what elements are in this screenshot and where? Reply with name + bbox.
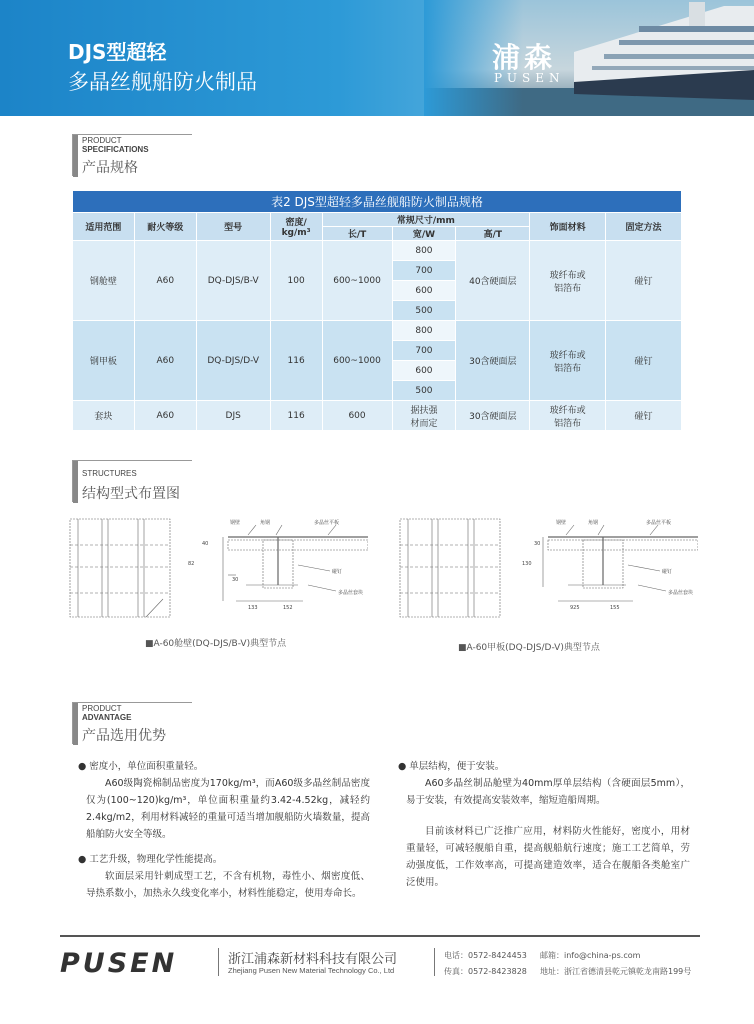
advantage-3-body: A60多晶丝制品舱壁为40mm厚单层结构（含硬面层5mm），易于安装，有效提高安装效率，缩短造船周期。	[406, 778, 690, 806]
advantage-right-column	[398, 758, 690, 891]
svg-text:133: 133	[248, 605, 258, 611]
advantage-left-column	[78, 758, 370, 902]
svg-text:152: 152	[283, 605, 293, 611]
advantage-1-title: ● 密度小，单位面积重量轻。	[78, 761, 204, 772]
advantage-section-title	[72, 702, 192, 744]
specs-en-line2: SPECIFICATIONS	[82, 145, 149, 154]
footer-fax: 传真：0572-8423828	[444, 967, 527, 976]
header-scope: 适用范围	[73, 213, 135, 241]
brand-logo-en: PUSEN	[494, 71, 565, 85]
advantage-1-body: A60级陶瓷棉制品密度为170kg/m³，而A60级多晶丝制品密度仅为(100~120)kg/m³，单位面积重量约3.42-4.52kg，减轻约2.4kg/m2，利用材料减轻的重量可适当增加舰船防火墙数量，提高船舶防火安全等级。	[86, 778, 370, 840]
specs-section-title	[72, 134, 192, 176]
diagram1-caption: ■A-60舱壁(DQ-DJS/B-V)典型节点	[145, 639, 287, 649]
label-steel-wall: 钢壁	[230, 520, 241, 526]
product-title-line2: 多晶丝舰船防火制品	[68, 70, 257, 94]
svg-text:130: 130	[522, 561, 532, 567]
specs-en-line1: PRODUCT	[82, 136, 122, 145]
footer-phone: 电话：0572-8424453	[444, 951, 527, 960]
diagram2-caption: ■A-60甲板(DQ-DJS/D-V)典型节点	[458, 643, 600, 653]
svg-text:40: 40	[202, 541, 209, 547]
footer-address: 地址：浙江省德清县乾元镇乾龙南路199号	[540, 967, 692, 976]
advantage-2-body: 软面层采用针刺成型工艺，不含有机物，毒性小、烟密度低、导热系数小，加热永久线变化率小，材料性能稳定，使用寿命长。	[86, 871, 370, 899]
advantage-2-title: ● 工艺升级，物理化学性能提高。	[78, 854, 223, 865]
table-row: 钢舱壁 A60 DQ-DJS/B-V 100 600~1000 800 40含硬面层 玻纤布或 铝箔布 碰钉	[73, 241, 682, 261]
header-fire-rating: 耐火等级	[134, 213, 196, 241]
header-width: 宽/W	[392, 227, 456, 241]
label-pin: 碰钉	[662, 569, 673, 575]
structures-section-title	[72, 460, 192, 502]
header-banner	[0, 0, 754, 116]
footer-separator	[218, 948, 219, 976]
spec-table: 表2 DJS型超轻多晶丝舰船防火制品规格 适用范围 耐火等级 型号 密度/ kg/m³ 常规尺寸/mm 饰面材料 固定方法 长/T 宽/W 高/T 钢舱壁 A60 DQ-DJS/B-V 100 600~1000 800 40含硬面层 玻纤布或 铝箔布 碰钉 700 600 500 钢甲板 A60 DQ-DJS/D-V 116 600~1000 800 30含硬面层 玻纤布或 铝箔布 碰钉 700 600 500 套块 A60 DJS 116 600 据扶强 材而定 30含硬面层 玻纤布或 铝箔布 碰钉	[72, 190, 682, 431]
advantage-3-title: ● 单层结构，便于安装。	[398, 761, 505, 772]
deck-node-diagram	[398, 515, 698, 625]
advantage-en-line1: PRODUCT	[82, 704, 122, 713]
label-block: 多晶丝套块	[338, 590, 364, 596]
advantage-en-line2: ADVANTAGE	[82, 713, 132, 722]
footer-logo: PUSEN	[60, 948, 178, 979]
header-size: 常规尺寸/mm	[322, 213, 530, 227]
header-length: 长/T	[322, 227, 392, 241]
table-row: 钢甲板 A60 DQ-DJS/D-V 116 600~1000 800 30含硬面层 玻纤布或 铝箔布 碰钉	[73, 321, 682, 341]
footer-company-cn: 浙江浦森新材料科技有限公司	[228, 952, 398, 967]
product-title-line1: DJS型超轻	[68, 40, 167, 64]
footer-company-en: Zhejiang Pusen New Material Technology Co., Ltd	[228, 966, 395, 975]
ship-photo	[424, 0, 754, 116]
label-flat-board: 多晶丝平板	[646, 520, 672, 526]
svg-text:30: 30	[232, 577, 239, 583]
label-angle-steel: 角钢	[260, 520, 271, 526]
footer-separator	[434, 948, 435, 976]
label-pin: 碰钉	[332, 569, 343, 575]
label-flat-board: 多晶丝平板	[314, 520, 340, 526]
advantage-cn: 产品选用优势	[82, 728, 166, 744]
footer-email[interactable]: 邮箱：info@china-ps.com	[540, 951, 641, 960]
advantage-4-body: 目前该材料已广泛推广应用，材料防火性能好，密度小，用材重量轻，可减轻舰船自重，提高舰船航行速度；施工工艺简单，劳动强度低，工作效率高，可提高建造效率，适合在舰船各类舱室广泛使用。	[406, 826, 690, 888]
svg-text:82: 82	[188, 561, 195, 567]
brand-logo-cn: 浦森	[492, 41, 557, 74]
table-row: 套块 A60 DJS 116 600 据扶强 材而定 30含硬面层 玻纤布或 铝箔布 碰钉	[73, 401, 682, 431]
bulkhead-node-diagram	[68, 515, 368, 625]
svg-text:30: 30	[534, 541, 541, 547]
header-model: 型号	[196, 213, 270, 241]
table-caption: 表2 DJS型超轻多晶丝舰船防火制品规格	[73, 191, 682, 213]
svg-text:155: 155	[610, 605, 620, 611]
footer-divider	[60, 935, 700, 937]
header-height: 高/T	[456, 227, 530, 241]
label-block: 多晶丝套块	[668, 590, 694, 596]
label-steel-wall: 钢壁	[556, 520, 567, 526]
specs-cn: 产品规格	[82, 160, 138, 176]
header-density: 密度/ kg/m³	[270, 213, 322, 241]
structures-cn: 结构型式布置图	[82, 486, 180, 502]
structures-en-line1: STRUCTURES	[82, 469, 137, 478]
label-angle-steel: 角钢	[588, 520, 599, 526]
header-facing: 饰面材料	[530, 213, 606, 241]
header-fixing: 固定方法	[606, 213, 682, 241]
svg-text:925: 925	[570, 605, 580, 611]
